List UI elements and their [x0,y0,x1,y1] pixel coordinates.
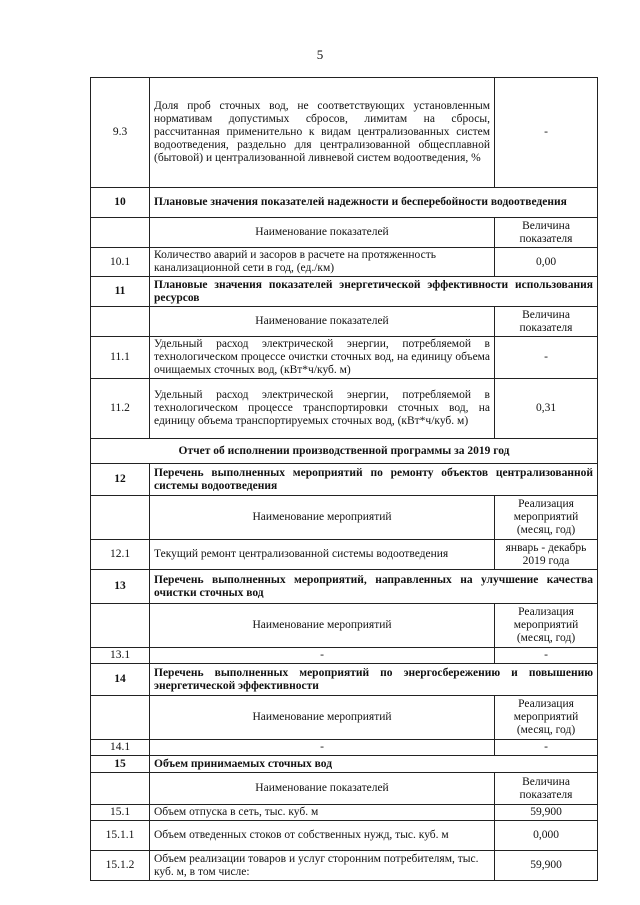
table-row [91,740,598,756]
row-value: - [495,740,598,756]
table-row [91,78,598,188]
header-row [91,773,598,805]
row-text: Объем реализации товаров и услуг сторонним потребителям, тыс. куб. м, в том числе: [150,851,495,881]
row-value: - [495,337,598,379]
column-header-name: Наименование показателей [150,773,495,805]
table-row [91,821,598,851]
section-title: Перечень выполненных мероприятий по энергосбережению и повышению энергетической эффективности [150,664,598,696]
table-row [91,540,598,570]
row-number: 10.1 [91,248,150,277]
section-row [91,756,598,773]
section-row [91,570,598,604]
header-row [91,696,598,740]
column-header-name: Наименование мероприятий [150,604,495,648]
report-title: Отчет об исполнении производственной программы за 2019 год [91,439,598,464]
table-row [91,379,598,439]
section-title: Плановые значения показателей надежности и бесперебойности водоотведения [150,188,598,218]
empty-cell [91,307,150,337]
page-number: 5 [316,47,324,62]
section-row [91,464,598,496]
column-header-value: Реализация мероприятий (месяц, год) [495,496,598,540]
column-header-name: Наименование показателей [150,218,495,248]
section-number: 10 [91,188,150,218]
empty-cell [91,773,150,805]
row-value: 0,31 [495,379,598,439]
empty-cell [91,696,150,740]
column-header-value: Величина показателя [495,773,598,805]
row-number: 13.1 [91,648,150,664]
row-number: 11.2 [91,379,150,439]
report-title-row [91,439,598,464]
row-text: Удельный расход электрической энергии, потребляемой в технологическом процессе очистки сточных вод, на единицу объема очищаемых сточных вод, (кВт*ч/куб. м) [150,337,495,379]
section-number: 12 [91,464,150,496]
header-row [91,496,598,540]
column-header-value: Величина показателя [495,218,598,248]
column-header-value: Величина показателя [495,307,598,337]
row-text: Текущий ремонт централизованной системы водоотведения [150,540,495,570]
row-number: 15.1.2 [91,851,150,881]
row-text: - [150,648,495,664]
section-title: Объем принимаемых сточных вод [150,756,598,773]
header-row [91,604,598,648]
indicators-table [90,77,598,881]
section-number: 13 [91,570,150,604]
section-title: Плановые значения показателей энергетической эффективности использования ресурсов [150,277,598,307]
section-row [91,277,598,307]
row-number: 12.1 [91,540,150,570]
section-row [91,664,598,696]
header-row [91,218,598,248]
row-number: 11.1 [91,337,150,379]
row-number: 9.3 [91,78,150,188]
row-text: Доля проб сточных вод, не соответствующих установленным нормативам допустимых сбросов, лимитам на сбросы, рассчитанная применительно к видам централизованных систем водоотведения, раздельно для централизованной общесплавной (бытовой) и централизованной ливневой систем водоотведения, % [150,78,495,188]
row-text: - [150,740,495,756]
column-header-value: Реализация мероприятий (месяц, год) [495,696,598,740]
row-text: Объем отпуска в сеть, тыс. куб. м [150,805,495,821]
row-value: январь - декабрь 2019 года [495,540,598,570]
row-value: - [495,78,598,188]
row-number: 15.1.1 [91,821,150,851]
empty-cell [91,604,150,648]
section-title: Перечень выполненных мероприятий, направленных на улучшение качества очистки сточных вод [150,570,598,604]
table-row [91,851,598,881]
table-row [91,337,598,379]
section-number: 14 [91,664,150,696]
row-value: 0,00 [495,248,598,277]
row-value: 59,900 [495,805,598,821]
table-row [91,648,598,664]
row-number: 14.1 [91,740,150,756]
row-text: Количество аварий и засоров в расчете на протяженность канализационной сети в год, (ед./км) [150,248,495,277]
column-header-value: Реализация мероприятий (месяц, год) [495,604,598,648]
table-row [91,805,598,821]
column-header-name: Наименование мероприятий [150,696,495,740]
row-value: - [495,648,598,664]
section-number: 11 [91,277,150,307]
row-value: 59,900 [495,851,598,881]
row-text: Удельный расход электрической энергии, потребляемой в технологическом процессе транспортировки сточных вод, на единицу объема транспортируемых сточных вод, (кВт*ч/куб. м) [150,379,495,439]
section-number: 15 [91,756,150,773]
row-value: 0,000 [495,821,598,851]
table-row [91,248,598,277]
row-number: 15.1 [91,805,150,821]
column-header-name: Наименование показателей [150,307,495,337]
empty-cell [91,496,150,540]
column-header-name: Наименование мероприятий [150,496,495,540]
section-title: Перечень выполненных мероприятий по ремонту объектов централизованной системы водоотведения [150,464,598,496]
empty-cell [91,218,150,248]
header-row [91,307,598,337]
row-text: Объем отведенных стоков от собственных нужд, тыс. куб. м [150,821,495,851]
section-row [91,188,598,218]
